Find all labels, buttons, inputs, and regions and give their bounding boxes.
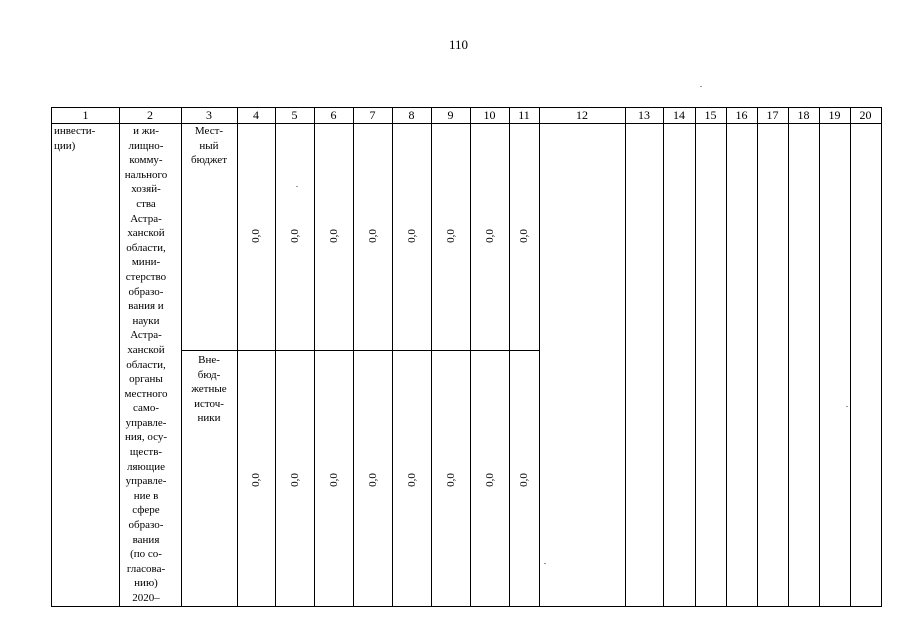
header-cell: 3 bbox=[206, 108, 212, 122]
col-divider bbox=[788, 108, 789, 606]
scan-speck bbox=[846, 406, 848, 407]
scan-speck bbox=[296, 186, 298, 187]
scan-speck bbox=[700, 86, 702, 87]
header-cell: 18 bbox=[797, 108, 810, 122]
funding-source-extrabudgetary: Вне- бюд- жетные источ- ники bbox=[191, 354, 227, 425]
header-cell: 12 bbox=[576, 108, 588, 122]
col-divider bbox=[757, 108, 758, 606]
investment-cell: инвести- ции) bbox=[54, 125, 96, 152]
header-cell: 9 bbox=[447, 108, 454, 122]
header-cell: 2 bbox=[147, 108, 153, 122]
col-divider bbox=[237, 108, 238, 606]
col-divider bbox=[470, 108, 471, 606]
header-cell: 20 bbox=[859, 108, 872, 122]
scan-speck bbox=[544, 563, 546, 564]
header-cell: 4 bbox=[253, 108, 259, 122]
value-cell: 0,0 bbox=[406, 473, 418, 487]
responsible-executors-cell: и жи- лищно- комму- нального хозяй- ства Астра- ханской области, мини- стерство образо- вания и науки Астра- ханской области, органы местного само- управле- ния, осу- ществ- ляющие управле- ние в сфере образо- вания (по со- гласова- нию) 2020– bbox=[124, 125, 168, 604]
header-cell: 10 bbox=[483, 108, 496, 122]
col-divider bbox=[392, 108, 393, 606]
header-cell: 15 bbox=[704, 108, 717, 122]
header-cell: 16 bbox=[735, 108, 748, 122]
value-cell: 0,0 bbox=[289, 473, 301, 487]
value-cell: 0,0 bbox=[250, 229, 262, 243]
value-cell: 0,0 bbox=[250, 473, 262, 487]
value-cell: 0,0 bbox=[367, 473, 379, 487]
header-cell: 13 bbox=[638, 108, 650, 122]
value-cell: 0,0 bbox=[289, 229, 301, 243]
page-number: 110 bbox=[448, 37, 469, 52]
value-cell: 0,0 bbox=[484, 229, 496, 243]
header-cell: 11 bbox=[518, 108, 530, 122]
header-cell: 19 bbox=[828, 108, 841, 122]
header-cell: 14 bbox=[673, 108, 685, 122]
col-divider bbox=[431, 108, 432, 606]
value-cell: 0,0 bbox=[406, 229, 418, 243]
col-divider bbox=[275, 108, 276, 606]
col-divider bbox=[314, 108, 315, 606]
value-cell: 0,0 bbox=[367, 229, 379, 243]
col-divider bbox=[726, 108, 727, 606]
col-divider bbox=[819, 108, 820, 606]
header-cell: 1 bbox=[82, 108, 89, 122]
value-cell: 0,0 bbox=[518, 473, 530, 487]
header-cell: 17 bbox=[766, 108, 779, 122]
funding-source-local-budget: Мест- ный бюджет bbox=[191, 125, 227, 167]
header-cell: 7 bbox=[369, 108, 376, 122]
value-cell: 0,0 bbox=[328, 473, 340, 487]
value-cell: 0,0 bbox=[518, 229, 530, 243]
budget-table bbox=[51, 107, 882, 607]
col-divider bbox=[509, 108, 510, 606]
header-cell: 6 bbox=[330, 108, 337, 122]
col-divider bbox=[663, 108, 664, 606]
row-separator bbox=[181, 350, 539, 351]
col-divider bbox=[353, 108, 354, 606]
value-cell: 0,0 bbox=[328, 229, 340, 243]
col-divider bbox=[850, 108, 851, 606]
value-cell: 0,0 bbox=[445, 229, 457, 243]
col-divider bbox=[625, 108, 626, 606]
value-cell: 0,0 bbox=[445, 473, 457, 487]
header-cell: 5 bbox=[291, 108, 298, 122]
col-divider bbox=[695, 108, 696, 606]
value-cell: 0,0 bbox=[484, 473, 496, 487]
header-cell: 8 bbox=[408, 108, 415, 122]
col-divider bbox=[539, 108, 540, 606]
